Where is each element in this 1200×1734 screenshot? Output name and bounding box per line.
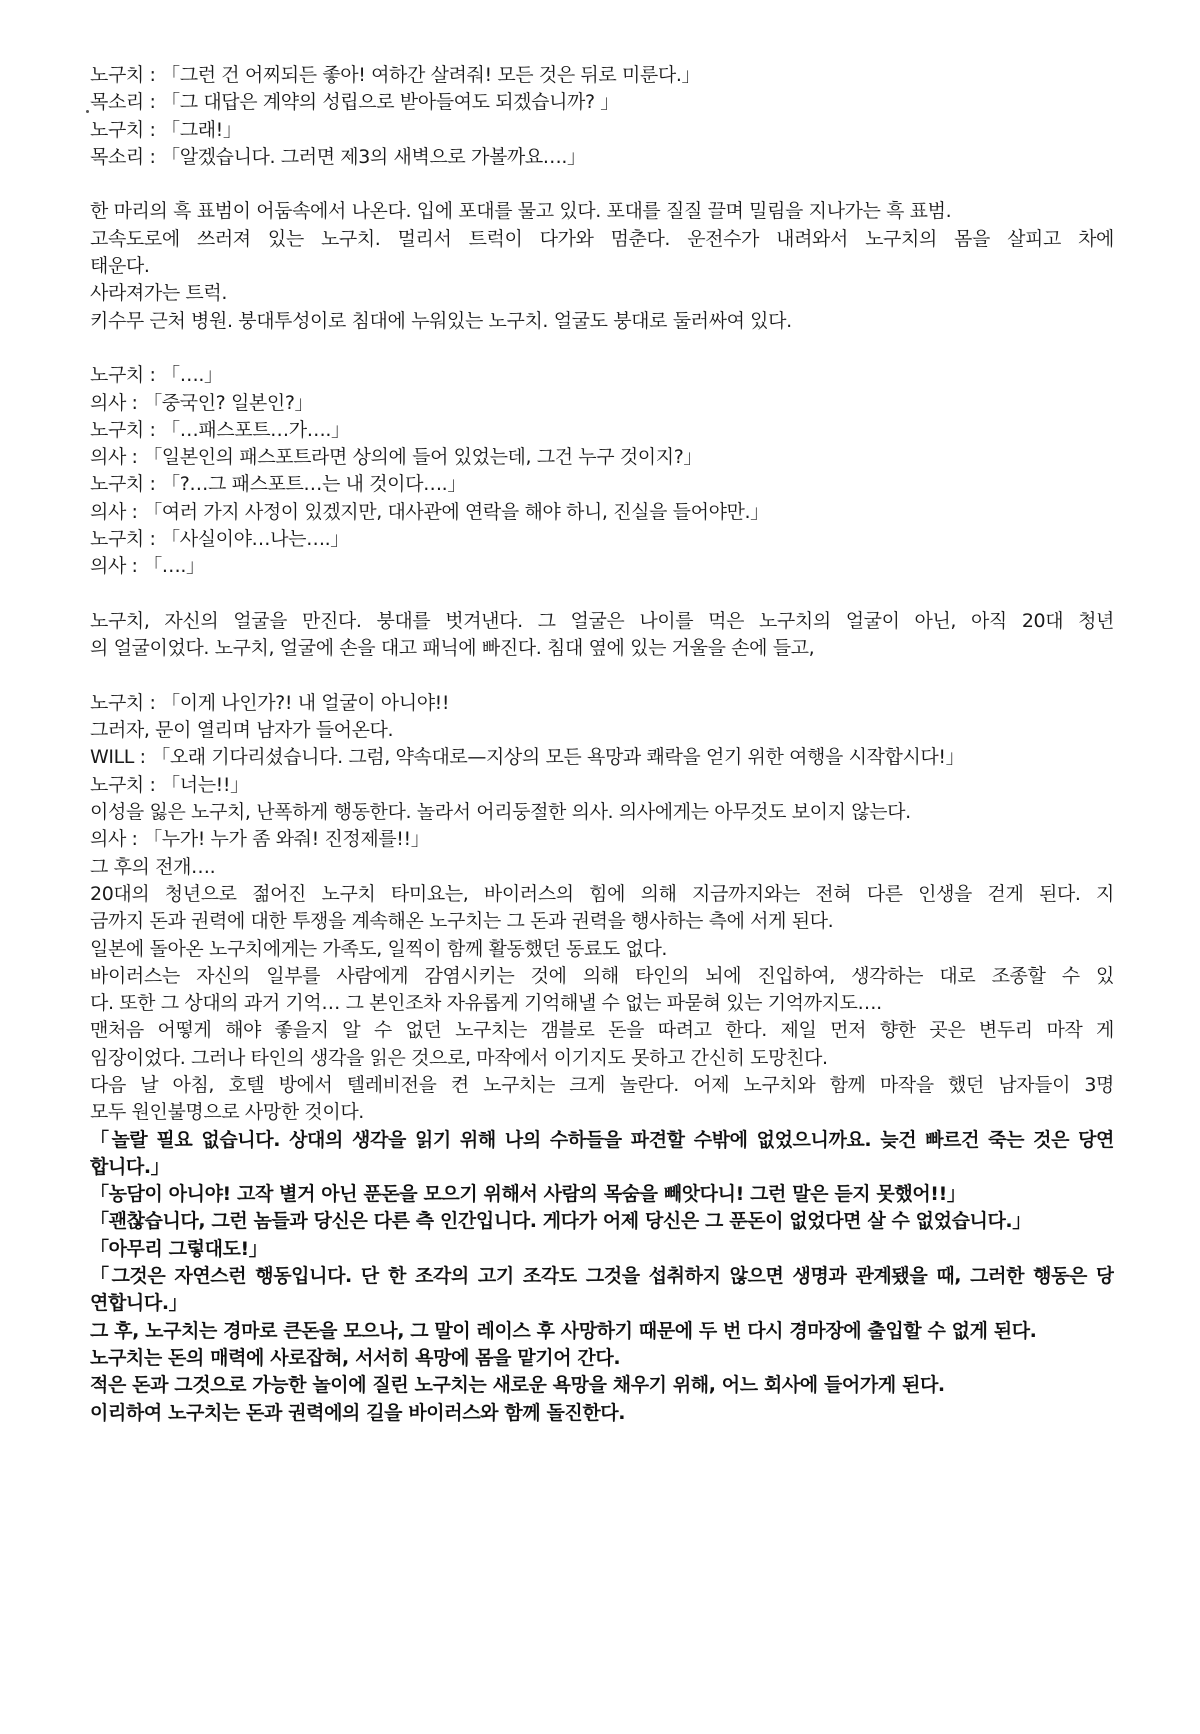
paragraph-gap — [90, 581, 1114, 608]
dialogue-line: 노구치 : 「?…그 패스포트…는 내 것이다….」 — [90, 473, 466, 496]
narration-line: 노구치는 돈의 매력에 사로잡혀, 서서히 욕망에 몸을 맡기어 간다. — [90, 1346, 621, 1369]
scan-speck — [86, 110, 89, 113]
narration-line: 다. 또한 그 상대의 과거 기억… 그 본인조차 자유롭게 기억해낼 수 없는 파묻혀 있는 기억까지도…. — [90, 992, 882, 1015]
dialogue-line: WILL : 「오래 기다리셨습니다. 그럼, 약속대로—지상의 모든 욕망과 쾌락을 얻기 위한 여행을 시작합시다!」 — [90, 746, 965, 769]
dialogue-line: 의사 : 「….」 — [90, 555, 205, 578]
dialogue-line: 노구치 : 「….」 — [90, 364, 223, 387]
narration-line: 노구치, 자신의 얼굴을 만진다. 붕대를 벗겨낸다. 그 얼굴은 나이를 먹은 노구치의 얼굴이 아닌, 아직 20대 청년 — [90, 609, 1114, 632]
quote-line: 「괜찮습니다, 그런 놈들과 당신은 다른 측 인간입니다. 게다가 어제 당신은 그 푼돈이 없었다면 살 수 없었습니다.」 — [90, 1210, 1031, 1233]
quote-line: 「아무리 그렇대도!」 — [90, 1237, 268, 1260]
dialogue-line: 의사 : 「누가! 누가 좀 와줘! 진정제를!!」 — [90, 828, 430, 851]
narration-line: 20대의 청년으로 젊어진 노구치 타미요는, 바이러스의 힘에 의해 지금까지와는 전혀 다른 인생을 걷게 된다. 지 — [90, 882, 1114, 905]
narration-line: 임장이었다. 그러나 타인의 생각을 읽은 것으로, 마작에서 이기지도 못하고 간신히 도망친다. — [90, 1046, 828, 1069]
dialogue-line: 노구치 : 「너는!!」 — [90, 773, 249, 796]
dialogue-line: 노구치 : 「…패스포트…가….」 — [90, 418, 350, 441]
narration-line: 다음 날 아침, 호텔 방에서 텔레비전을 켠 노구치는 크게 놀란다. 어제 노구치와 함께 마작을 했던 남자들이 3명 — [90, 1073, 1114, 1096]
quote-line: 「농담이 아니야! 고작 별거 아닌 푼돈을 모으기 위해서 사람의 목숨을 빼앗다니! 그런 말은 듣지 못했어!!」 — [90, 1183, 966, 1206]
narration-line: 그 후의 전개…. — [90, 855, 216, 878]
narration-line: 태운다. — [90, 255, 150, 278]
dialogue-line: 의사 : 「여러 가지 사정이 있겠지만, 대사관에 연락을 해야 하니, 진실을 들어야만.」 — [90, 500, 769, 523]
dialogue-line: 노구치 : 「그래!」 — [90, 118, 242, 141]
narration-line: 의 얼굴이었다. 노구치, 얼굴에 손을 대고 패닉에 빠진다. 침대 옆에 있는 거울을 손에 들고, — [90, 637, 815, 660]
dialogue-line: 의사 : 「일본인의 패스포트라면 상의에 들어 있었는데, 그건 누구 것이지?」 — [90, 446, 702, 469]
narration-line: 일본에 돌아온 노구치에게는 가족도, 일찍이 함께 활동했던 동료도 없다. — [90, 937, 668, 960]
paragraph-gap — [90, 335, 1114, 362]
narration-line: 고속도로에 쓰러져 있는 노구치. 멀리서 트럭이 다가와 멈춘다. 운전수가 내려와서 노구치의 몸을 살피고 차에 — [90, 227, 1114, 250]
narration-line: 적은 돈과 그것으로 가능한 놀이에 질린 노구치는 새로운 욕망을 채우기 위해, 어느 회사에 들어가게 된다. — [90, 1374, 945, 1397]
narration-line: 금까지 돈과 권력에 대한 투쟁을 계속해온 노구치는 그 돈과 권력을 행사하는 측에 서게 된다. — [90, 910, 834, 933]
narration-line: 한 마리의 흑 표범이 어둠속에서 나온다. 입에 포대를 물고 있다. 포대를 질질 끌며 밀림을 지나가는 흑 표범. — [90, 200, 952, 223]
narration-line: 이리하여 노구치는 돈과 권력에의 길을 바이러스와 함께 돌진한다. — [90, 1401, 626, 1424]
quote-line: 연합니다.」 — [90, 1292, 188, 1315]
dialogue-line: 목소리 : 「알겠습니다. 그러면 제3의 새벽으로 가볼까요….」 — [90, 145, 586, 168]
quote-line: 「놀랄 필요 없습니다. 상대의 생각을 읽기 위해 나의 수하들을 파견할 수밖에 없었으니까요. 늦건 빠르건 죽는 것은 당연 — [90, 1128, 1114, 1151]
dialogue-line: 노구치 : 「그런 건 어찌되든 좋아! 여하간 살려줘! 모든 것은 뒤로 미룬다.」 — [90, 64, 701, 86]
narration-line: 이성을 잃은 노구치, 난폭하게 행동한다. 놀라서 어리둥절한 의사. 의사에게는 아무것도 보이지 않는다. — [90, 801, 911, 824]
quote-line: 합니다.」 — [90, 1155, 170, 1178]
dialogue-line: 목소리 : 「그 대답은 계약의 성립으로 받아들여도 되겠습니까? 」 — [90, 91, 619, 114]
document-body — [90, 62, 1114, 1427]
narration-line: 바이러스는 자신의 일부를 사람에게 감염시키는 것에 의해 타인의 뇌에 진입하여, 생각하는 대로 조종할 수 있 — [90, 964, 1114, 987]
quote-line: 「그것은 자연스런 행동입니다. 단 한 조각의 고기 조각도 그것을 섭취하지 않으면 생명과 관계됐을 때, 그러한 행동은 당 — [90, 1265, 1114, 1288]
paragraph-gap — [90, 663, 1114, 690]
narration-line: 사라져가는 트럭. — [90, 282, 227, 305]
dialogue-line: 노구치 : 「이게 나인가?! 내 얼굴이 아니야!! — [90, 691, 450, 714]
narration-line: 키수무 근처 병원. 붕대투성이로 침대에 누워있는 노구치. 얼굴도 붕대로 둘러싸여 있다. — [90, 309, 792, 332]
narration-line: 그러자, 문이 열리며 남자가 들어온다. — [90, 719, 394, 742]
dialogue-line: 의사 : 「중국인? 일본인?」 — [90, 391, 314, 414]
narration-line: 그 후, 노구치는 경마로 큰돈을 모으나, 그 말이 레이스 후 사망하기 때문에 두 번 다시 경마장에 출입할 수 없게 된다. — [90, 1319, 1037, 1342]
narration-line: 맨처음 어떻게 해야 좋을지 알 수 없던 노구치는 갬블로 돈을 따려고 한다. 제일 먼저 향한 곳은 변두리 마작 게 — [90, 1019, 1114, 1042]
dialogue-line: 노구치 : 「사실이야…나는….」 — [90, 528, 349, 551]
narration-line: 모두 원인불명으로 사망한 것이다. — [90, 1101, 364, 1124]
paragraph-gap — [90, 171, 1114, 198]
